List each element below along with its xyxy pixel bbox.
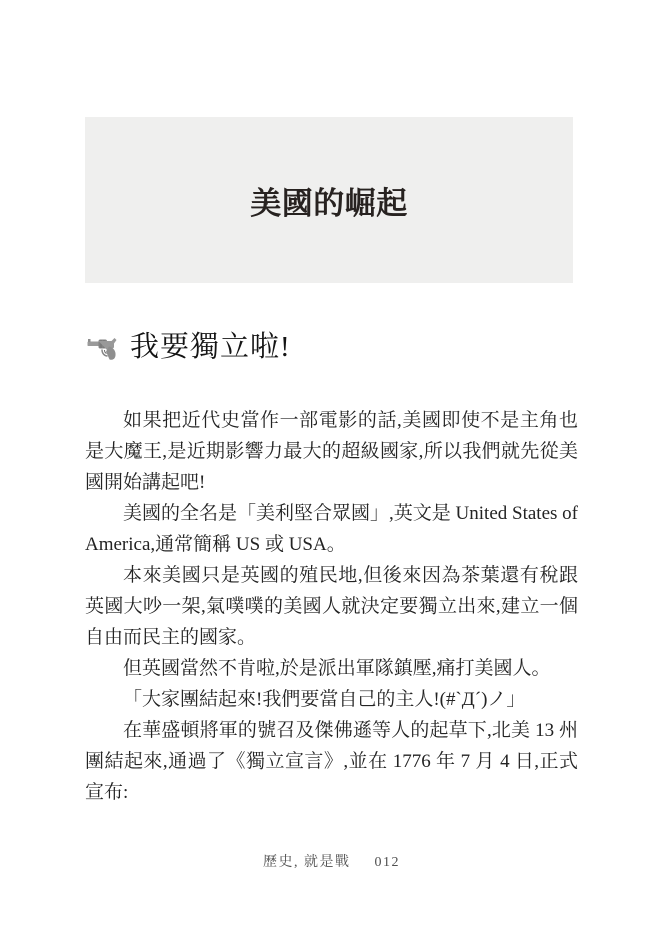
page-footer [0,851,663,871]
chapter-title: 美國的崛起 [250,185,408,221]
chapter-banner [85,117,573,283]
body-paragraph: 本來美國只是英國的殖民地,但後來因為茶葉還有稅跟英國大吵一架,氣噗噗的美國人就決定要獨立出來,建立一個自由而民主的國家。 [85,565,578,648]
body-paragraph: 如果把近代史當作一部電影的話,美國即使不是主角也是大魔王,是近期影響力最大的超級國家,所以我們就先從美國開始講起吧! [85,410,578,493]
body-paragraph: 「大家團結起來!我們要當自己的主人!(#`Д´)ノ」 [123,689,526,710]
body-paragraph: 但英國當然不肯啦,於是派出軍隊鎮壓,痛打美國人。 [123,658,551,679]
body-paragraph: 美國的全名是「美利堅合眾國」,英文是 United States of America,通常簡稱 US 或 USA。 [85,503,578,555]
revolver-icon [87,335,121,361]
section-heading [87,324,291,365]
footer-book-title: 歷史, 就是戰 [263,855,351,870]
body-text [85,405,578,808]
footer-page-number: 012 [374,855,400,870]
body-paragraph: 在華盛頓將軍的號召及傑佛遜等人的起草下,北美 13 州團結起來,通過了《獨立宣言》,並在 1776 年 7 月 4 日,正式宣布: [85,720,578,803]
section-title: 我要獨立啦! [130,331,291,363]
